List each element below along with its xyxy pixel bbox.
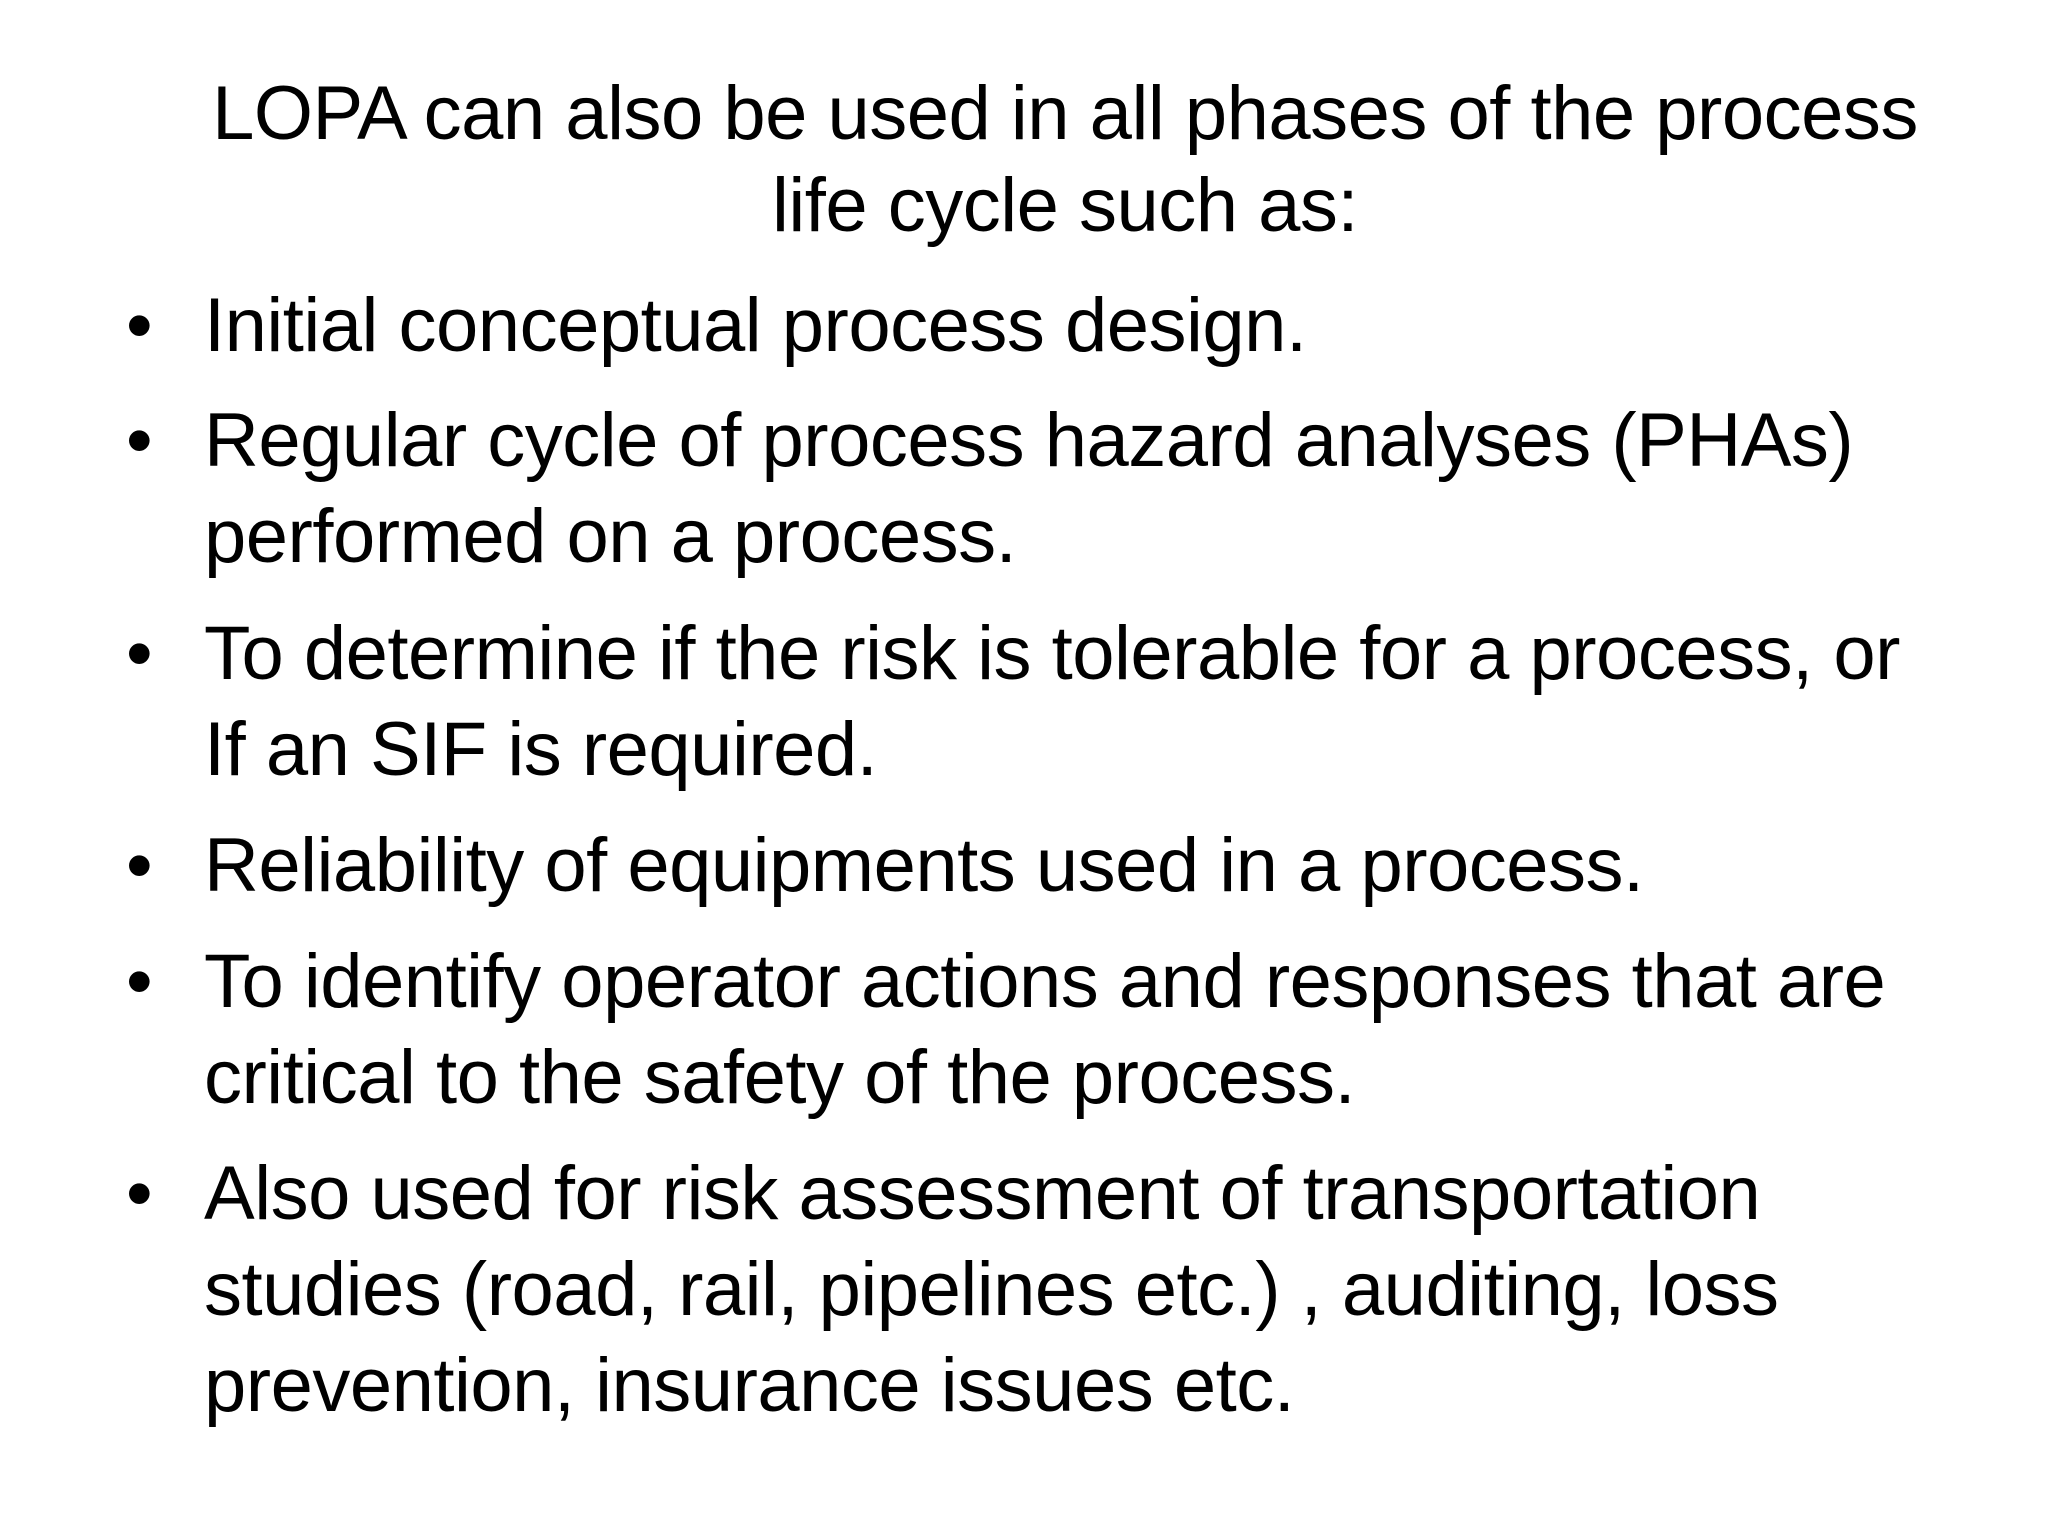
bullet-icon: • [126,1151,153,1236]
bullet-item [126,1146,1956,1434]
bullet-item [126,818,1956,914]
bullet-icon: • [126,939,153,1024]
slide-heading: LOPA can also be used in all phases of the process life cycle such as: [212,71,1918,248]
bullet-item [126,606,1956,798]
bullet-icon: • [126,823,153,908]
bullet-text: Reliability of equipments used in a process. [204,823,1644,908]
bullet-icon: • [126,283,153,368]
bullet-icon: • [126,611,153,696]
bullet-text: Also used for risk assessment of transportation studies (road, rail, pipelines etc.) , auditing, loss prevention, insurance issues etc. [204,1151,1779,1428]
bullet-text: Regular cycle of process hazard analyses (PHAs) performed on a process. [204,398,1854,579]
bullet-item [126,393,1956,585]
bullet-item [126,278,1956,374]
bullet-text: To identify operator actions and responses that are critical to the safety of the process. [204,939,1886,1120]
bullet-text: Initial conceptual process design. [204,283,1307,368]
bullet-item [126,934,1956,1126]
bullet-icon: • [126,398,153,483]
bullet-text: To determine if the risk is tolerable for a process, or If an SIF is required. [204,611,1900,792]
